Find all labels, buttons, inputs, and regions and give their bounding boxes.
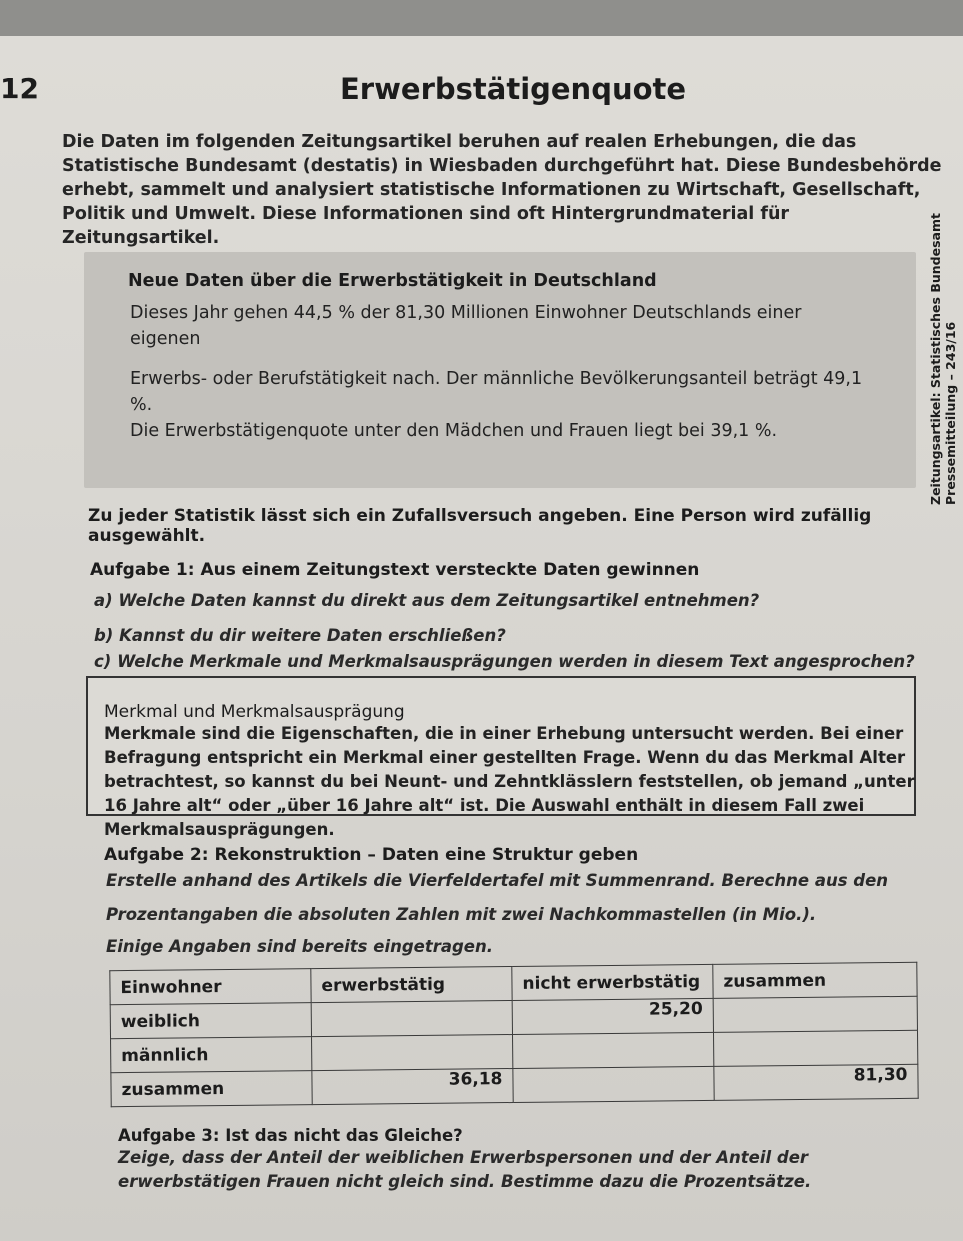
table-cell[interactable] [513, 1032, 714, 1068]
table-cell[interactable] [311, 1001, 512, 1037]
top-dark-band [0, 0, 963, 36]
task1-question-b: b) Kannst du dir weitere Daten erschließen? [94, 626, 506, 645]
page-title: Erwerbstätigenquote [340, 72, 687, 106]
source-caption [928, 205, 958, 505]
task1-question-c: c) Welche Merkmale und Merkmalsausprägungen werden in diesem Text angesprochen? [94, 652, 915, 671]
table-row-label: zusammen [111, 1071, 312, 1107]
table-header-cell: zusammen [713, 962, 917, 998]
page-number: 12 [0, 72, 39, 105]
task1-question-a: a) Welche Daten kannst du direkt aus dem Zeitungsartikel entnehmen? [94, 591, 760, 610]
task3-heading: Aufgabe 3: Ist das nicht das Gleiche? [118, 1126, 463, 1145]
table-header-cell: Einwohner [110, 969, 311, 1005]
table-cell[interactable] [713, 996, 917, 1032]
task2-line-3: Einige Angaben sind bereits eingetragen. [106, 937, 494, 956]
task2-line-2: Prozentangaben die absoluten Zahlen mit zwei Nachkommastellen (in Mio.). [106, 905, 817, 924]
source-caption-line1: Zeitungsartikel: Statistisches Bundesamt [928, 213, 943, 505]
article-title: Neue Daten über die Erwerbstätigkeit in Deutschland [128, 271, 657, 291]
table-cell[interactable] [312, 1035, 513, 1071]
task2-line-1: Erstelle anhand des Artikels die Vierfeldertafel mit Summenrand. Berechne aus den [106, 871, 889, 890]
table-row-label: männlich [111, 1037, 312, 1073]
article-paragraph-3: Die Erwerbstätigenquote unter den Mädchen und Frauen liegt bei 39,1 %. [130, 421, 778, 441]
task3-text: Zeige, dass der Anteil der weiblichen Erwerbspersonen und der Anteil der erwerbstätigen Frauen nicht gleich sind. Bestimme dazu die Prozentsätze. [118, 1148, 812, 1191]
table-cell[interactable] [713, 1030, 917, 1066]
definition-text: Merkmale sind die Eigenschaften, die in einer Erhebung untersucht werden. Bei einer Befragung entspricht ein Merkmal einer gestellten Frage. Wenn du das Merkmal Alter betrachtest, so kannst du bei Neunt- und Zehntklässlern feststellen, ob jemand „unter 16 Jahre alt“ oder „über 16 Jahre alt“ ist. Die Auswahl enthält in diesem Fall zwei Merkmalsausprägungen. [104, 724, 915, 839]
article-paragraph-2: Erwerbs- oder Berufstätigkeit nach. Der männliche Bevölkerungsanteil beträgt 49,1 %. [130, 369, 863, 415]
four-field-table [109, 962, 918, 1107]
definition-title: Merkmal und Merkmalsausprägung [104, 702, 405, 722]
table-header-cell: erwerbstätig [311, 967, 512, 1003]
table-cell[interactable]: 81,30 [714, 1064, 918, 1100]
table-row-label: weiblich [110, 1003, 311, 1039]
article-paragraph-1: Dieses Jahr gehen 44,5 % der 81,30 Millionen Einwohner Deutschlands einer eigenen [130, 303, 802, 349]
source-caption-line2: Pressemitteilung – 243/16 [943, 321, 958, 505]
intro-paragraph: Die Daten im folgenden Zeitungsartikel beruhen auf realen Erhebungen, die das Statistische Bundesamt (destatis) in Wiesbaden durchgeführt hat. Diese Bundesbehörde erhebt, sammelt und analysiert statistische Informationen zu Wirtschaft, Gesellschaft, Politik und Umwelt. Diese Informationen sind oft Hintergrundmaterial für Zeitungsartikel. [62, 132, 942, 248]
task1-heading: Aufgabe 1: Aus einem Zeitungstext versteckte Daten gewinnen [90, 560, 700, 580]
table-cell[interactable] [513, 1066, 714, 1102]
task2-heading: Aufgabe 2: Rekonstruktion – Daten eine Struktur geben [104, 845, 639, 865]
random-experiment-intro: Zu jeder Statistik lässt sich ein Zufallsversuch angeben. Eine Person wird zufällig ausgewählt. [88, 506, 872, 546]
table-cell[interactable]: 25,20 [512, 998, 713, 1034]
table-header-cell: nicht erwerbstätig [512, 964, 713, 1000]
table-cell[interactable]: 36,18 [312, 1069, 513, 1105]
